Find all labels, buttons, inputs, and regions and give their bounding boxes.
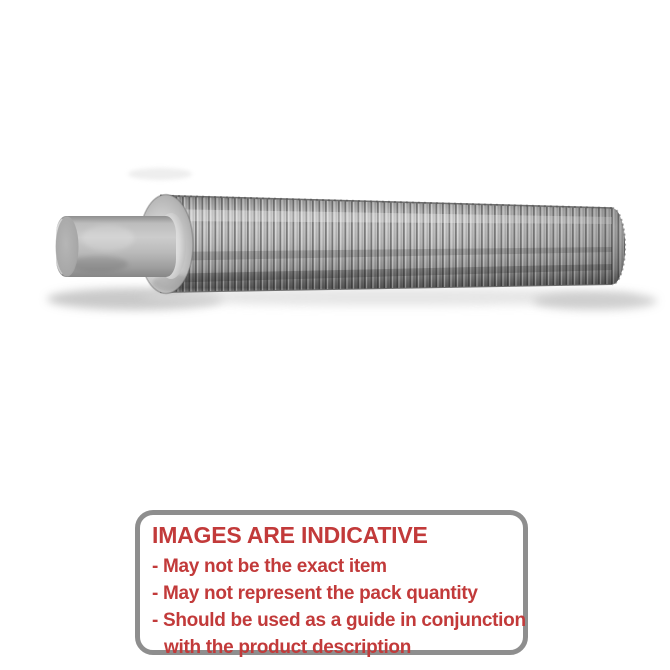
pulley-toothed-body (160, 185, 630, 300)
disclaimer-line-continuation: with the product description (164, 637, 412, 658)
disclaimer-line: - May not be the exact item (152, 556, 387, 577)
pulley-shaft (55, 213, 186, 279)
disclaimer-line: - May not represent the pack quantity (152, 583, 478, 604)
disclaimer-line: - Should be used as a guide in conjunction (152, 610, 526, 631)
disclaimer-box (135, 510, 528, 658)
disclaimer-heading: IMAGES ARE INDICATIVE (152, 522, 428, 548)
